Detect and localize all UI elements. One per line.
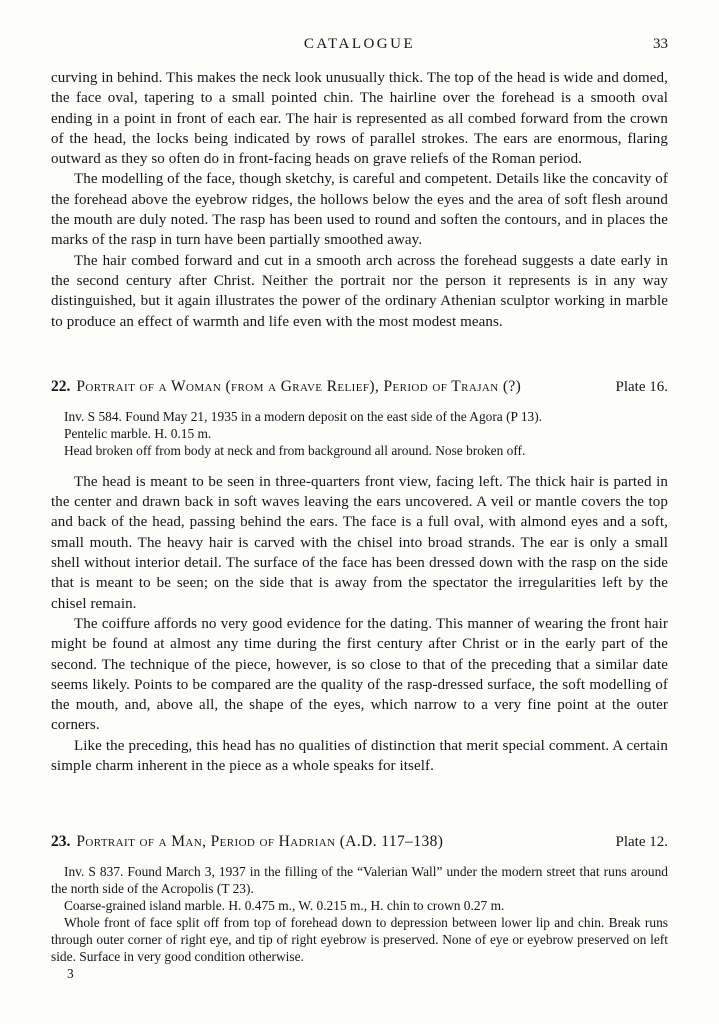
paragraph: The hair combed forward and cut in a smooth arch across the forehead suggests a date early in the second century after Christ. Neither the portrait nor the person it represents is in any way distinguished, but it again illustrates the power of the ordinary Athenian sculptor working in marble to produce an effect of warmth and life even with the most modest means. (51, 252, 668, 330)
detail-line: Inv. S 837. Found March 3, 1937 in the filling of the “Valerian Wall” under the modern street that runs around the north side of the Acropolis (T 23). (51, 864, 668, 897)
intro-section (51, 68, 668, 332)
detail-line: Head broken off from body at neck and from background all around. Nose broken off. (64, 442, 526, 458)
entry-details (51, 863, 668, 965)
signature-mark: 3 (67, 966, 74, 982)
paragraph: The modelling of the face, though sketchy, is careful and competent. Details like the concavity of the forehead above the eyebrow ridges, the hollows below the eyes and the area of soft flesh around the mouth are duly noted. The rasp has been used to round and soften the contours, and in places the marks of the rasp in turn have been partially smoothed away. (51, 171, 668, 249)
paragraph: Like the preceding, this head has no qualities of distinction that merit special comment. A certain simple charm inherent in the piece as a whole speaks for itself. (51, 737, 668, 775)
entry-heading (51, 378, 668, 396)
entry-title: Portrait of a Man, Period of Hadrian (A.D. 117–138) (76, 833, 444, 851)
running-head-title: CATALOGUE (303, 36, 416, 52)
detail-line: Pentelic marble. H. 0.15 m. (64, 425, 212, 441)
paragraph: The head is meant to be seen in three-quarters front view, facing left. The thick hair is parted in the center and drawn back in soft waves leaving the ears uncovered. A veil or mantle covers the top and back of the head, passing behind the ears. The face is a full oval, with almond eyes and a soft, small mouth. The heavy hair is carved with the chisel into broad strands. The ear is only a small shell without interior detail. The surface of the face has been dressed down with the rasp on the side that is meant to be seen; on the side that is away from the spectator the irregularities left by the chisel remain. (51, 473, 668, 612)
entry-details (51, 408, 668, 459)
entry-heading-text (51, 378, 521, 396)
running-head (51, 36, 668, 56)
paragraph: The coiffure affords no very good evidence for the dating. This manner of wearing the front hair might be found at almost any time during the first century after Christ or in the early part of the second. The technique of the piece, however, is so close to that of the preceding that a similar date seems likely. Points to be compared are the quality of the rasp-dressed surface, the soft modelling of the mouth, and, above all, the shape of the eyes, which narrow to a very fine point at the outer corners. (51, 615, 668, 734)
detail-line: Coarse-grained island marble. H. 0.475 m., W. 0.215 m., H. chin to crown 0.27 m. (64, 898, 505, 914)
entry-heading (51, 833, 668, 851)
entry-number: 22. (51, 377, 71, 395)
plate-reference: Plate 16. (615, 378, 668, 395)
entry-number: 23. (51, 833, 71, 851)
plate-reference: Plate 12. (615, 834, 668, 851)
page-number: 33 (653, 36, 668, 52)
detail-line: Inv. S 584. Found May 21, 1935 in a modern deposit on the east side of the Agora (P 13). (64, 408, 543, 424)
paragraph: curving in behind. This makes the neck look unusually thick. The top of the head is wide and domed, the face oval, tapering to a small pointed chin. The hairline over the forehead is a smooth oval ending in a point in front of each ear. The hair is represented as all combed forward from the crown of the head, the locks being indicated by rows of parallel strokes. The ears are enormous, flaring outward as they so often do in front-facing heads on grave reliefs of the Roman period. (51, 70, 668, 168)
entry-body (51, 472, 668, 776)
entry-title: Portrait of a Woman (from a Grave Relief), Period of Trajan (?) (76, 377, 522, 395)
entry-heading-text (51, 833, 443, 851)
catalogue-entry-22 (51, 378, 668, 776)
detail-line: Whole front of face split off from top of forehead down to depression between lower lip and chin. Break runs through outer corner of right eye, and tip of right eyebrow is preserved. None of eye or eyebrow preserved on left side. Surface in very good condition otherwise. (51, 915, 668, 965)
catalogue-entry-23 (51, 833, 668, 965)
